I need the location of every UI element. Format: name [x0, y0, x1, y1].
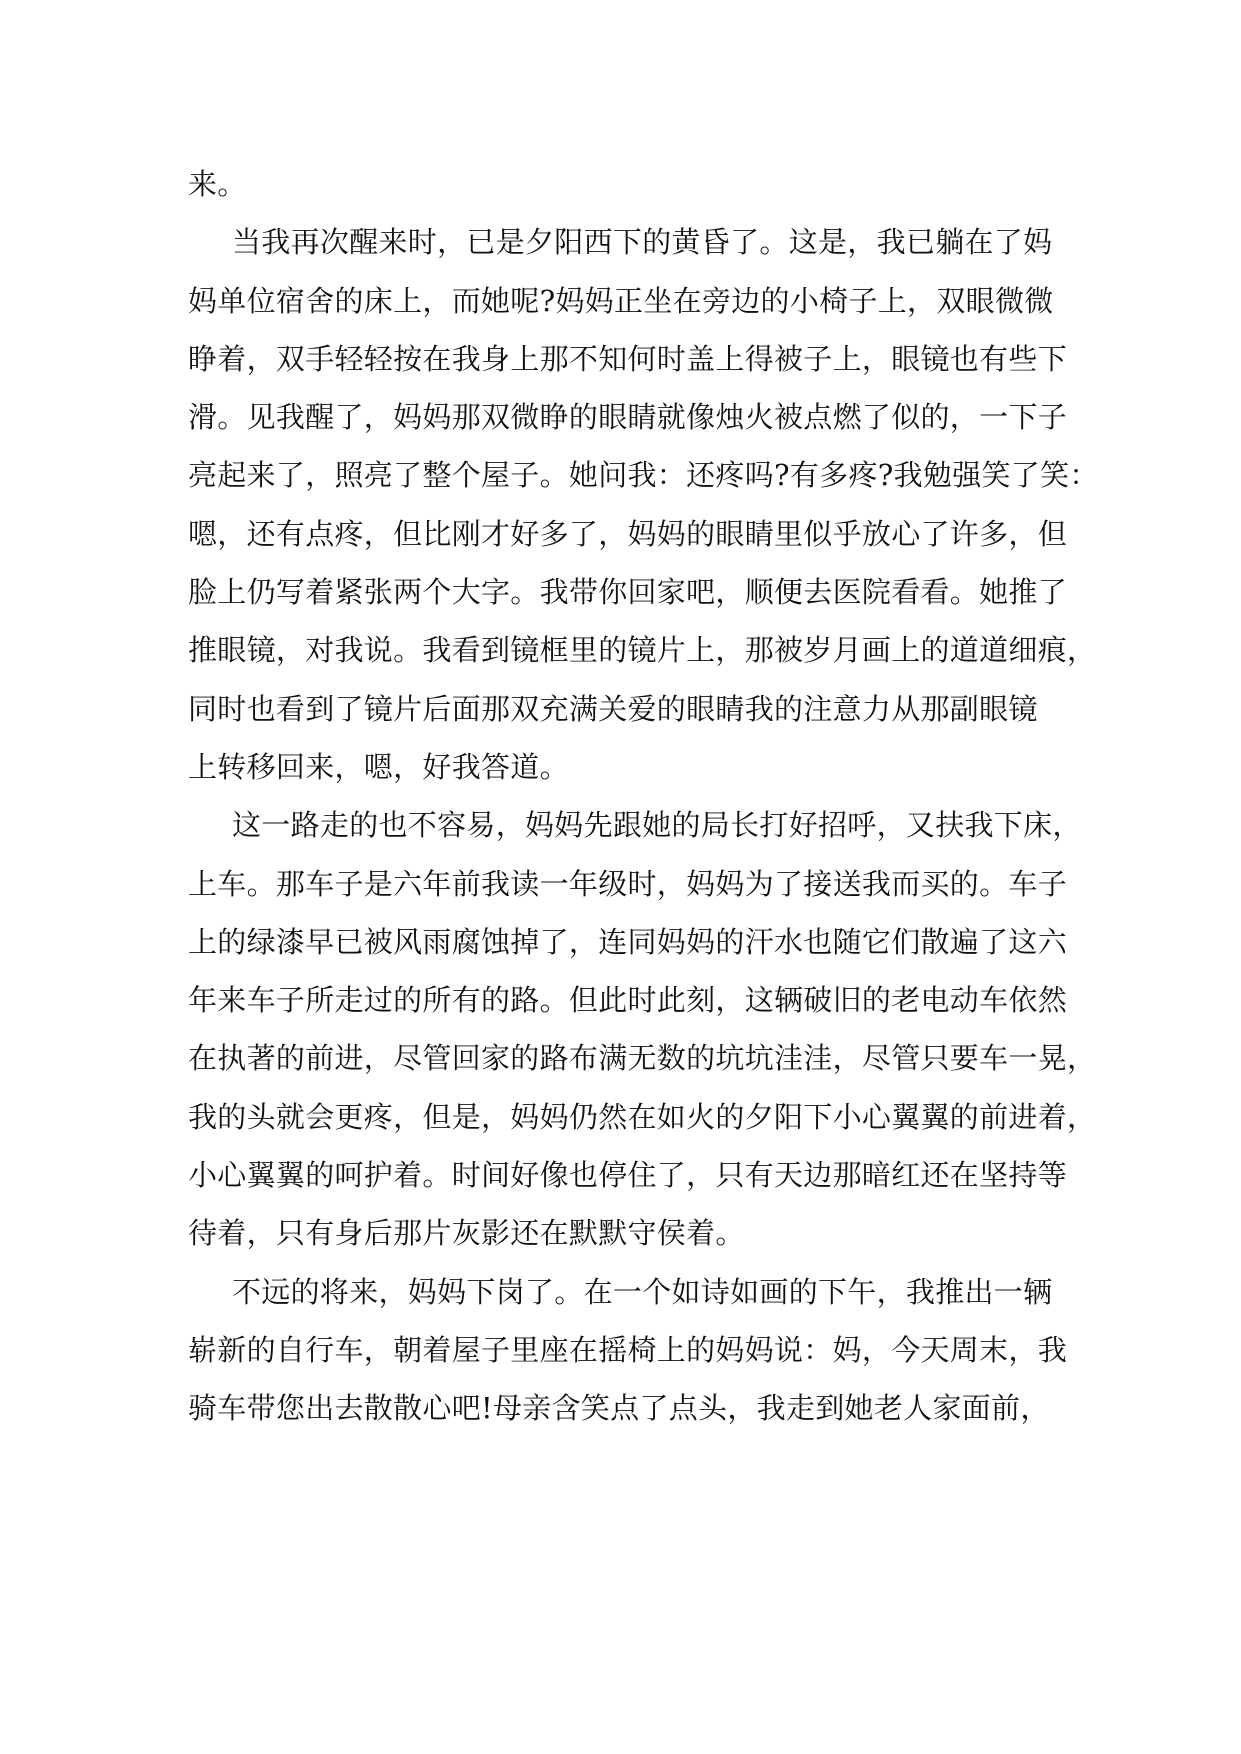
paragraph-ride-home [188, 796, 1097, 1262]
text-line: 上的绿漆早已被风雨腐蚀掉了，连同妈妈的汗水也随它们散遍了这六 [188, 924, 1068, 959]
text-line: 当我再次醒来时，已是夕阳西下的黄昏了。这是，我已躺在了妈 [232, 225, 1053, 260]
paragraph-continuation [188, 155, 1058, 213]
document-body [188, 155, 1099, 1438]
text-line: 在执著的前进，尽管回家的路布满无数的坑坑洼洼，尽管只要车一晃， [188, 1041, 1097, 1076]
paragraph-waking-up [188, 213, 1099, 796]
text-line: 睁着，双手轻轻按在我身上那不知何时盖上得被子上，眼镜也有些下 [188, 341, 1068, 376]
text-line: 滑。见我醒了，妈妈那双微睁的眼睛就像烛火被点燃了似的，一下子 [188, 400, 1068, 435]
text-line: 脸上仍写着紧张两个大字。我带你回家吧，顺便去医院看看。她推了 [188, 575, 1068, 610]
text-line: 上车。那车子是六年前我读一年级时，妈妈为了接送我而买的。车子 [188, 866, 1068, 901]
text-line: 年来车子所走过的所有的路。但此时此刻，这辆破旧的老电动车依然 [188, 983, 1068, 1018]
text-line: 来。 [188, 167, 247, 201]
paragraph-future [188, 1263, 1068, 1438]
text-line: 同时也看到了镜片后面那双充满关爱的眼睛我的注意力从那副眼镜 [188, 691, 1038, 726]
text-line: 不远的将来，妈妈下岗了。在一个如诗如画的下午，我推出一辆 [232, 1274, 1053, 1309]
text-line: 崭新的自行车，朝着屋子里座在摇椅上的妈妈说：妈，今天周末，我 [188, 1332, 1068, 1367]
text-line: 上转移回来，嗯，好我答道。 [188, 749, 569, 784]
text-line: 我的头就会更疼，但是，妈妈仍然在如火的夕阳下小心翼翼的前进着， [188, 1099, 1097, 1134]
text-line: 妈单位宿舍的床上，而她呢?妈妈正坐在旁边的小椅子上，双眼微微 [188, 283, 1054, 318]
text-line: 嗯，还有点疼，但比刚才好多了，妈妈的眼睛里似乎放心了许多，但 [188, 516, 1068, 551]
text-line: 待着，只有身后那片灰影还在默默守侯着。 [188, 1216, 745, 1251]
text-line: 小心翼翼的呵护着。时间好像也停住了，只有天边那暗红还在坚持等 [188, 1158, 1068, 1193]
text-line: 推眼镜，对我说。我看到镜框里的镜片上，那被岁月画上的道道细痕， [188, 633, 1097, 668]
text-line: 亮起来了，照亮了整个屋子。她问我：还疼吗?有多疼?我勉强笑了笑： [188, 458, 1099, 493]
text-line: 骑车带您出去散散心吧!母亲含笑点了点头，我走到她老人家面前， [188, 1391, 1050, 1426]
text-line: 这一路走的也不容易，妈妈先跟她的局长打好招呼，又扶我下床， [232, 808, 1082, 843]
